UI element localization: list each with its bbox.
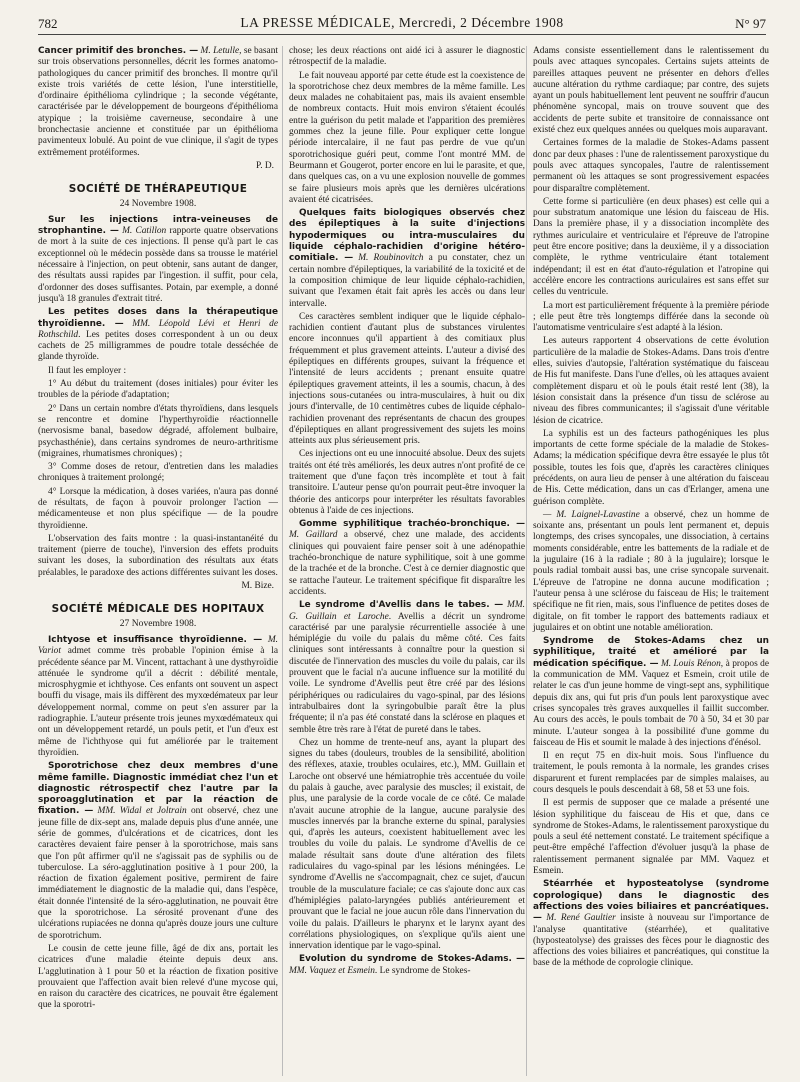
paragraph: Certaines formes de la maladie de Stokes-Adams passent donc par deux phases : l'une de ralentissement paroxystique du pouls avec attaques syncopales, l'autre de ralentissement permanent où les attaques se sont progressivement espacées pour disparaître complètement. (533, 138, 769, 194)
paragraph: Adams consiste essentiellement dans le ralentissement du pouls avec attaques syncopales. Certains sujets atteints de pareilles attaques peuvent ne présenter en dehors d'elles aucune altération du rythme cardiaque; par contre, des sujets ayant un pouls habituellement lent peuvent ne souffrir d'aucun phénomène syncopal, mais on trouve souvent que des accidents de perte subite et transitoire de connaissance ont existé chez eux quelques années ou quelques mois auparavant. (533, 46, 769, 136)
article-stokes-adams: Evolution du syndrome de Stokes-Adams. — MM. Vaquez et Esmein. Le syndrome de Stokes- (289, 954, 525, 976)
paragraph: Il en reçut 75 en dix-huit mois. Sous l'influence du traitement, le pouls remonta à la normale, les grandes crises disparurent et furent remplacées par de simples malaises, au cours desquels le pouls descendait à 68, 58 et 53 une fois. (533, 751, 769, 795)
paragraph: Le fait nouveau apporté par cette étude est la coexistence de la sporotrichose chez deux membres de la même famille. Les deux malades ne cohabitaient pas, mais ils avaient ensemble de nombreux contacts. Huit mois environ s'étaient écoulés entre la guérison du petit malade et l'apparition des premières gommes chez la jeune fille. Pour expliquer cette longue période intercalaire, il ne faut pas perdre de vue qu'un sporotrichosique guéri peut, comme l'ont montré MM. de Beurmann et Gougerot, porter encore en lui le parasite, et que, dans quelques cas, on a vu une explosion nouvelle de gommes se faire plusieurs mois après que les dernières ulcérations avaient été cicatrisées. (289, 70, 525, 205)
section-heading-therapeutique: SOCIÉTÉ DE THÉRAPEUTIQUE (68, 183, 248, 196)
paragraph: 4° Lorsque la médication, à doses variées, n'aura pas donné de résultats, de façon à pouvoir prolonger l'action — médicamenteuse et non plus spécifique — de la poudre thyroïdienne. (38, 486, 278, 531)
paragraph: La mort est particulièrement fréquente à la première période ; elle peut être très longtemps différée dans la seconde où l'automatisme ventriculaire s'est adapté à la lésion. (533, 300, 769, 334)
paragraph: Cette forme si particulière (en deux phases) est celle qui a pour substratum anatomique une lésion du faisceau de His. Dans la première phase, il y a dissociation incomplète des rythmes auriculaire et ventriculaire et l'épreuve de l'atropine peut être encore positive; dans la deuxième, il y a dissociation complète, le rythme ventriculaire étant totalement indépendant; il est en état d'auto-régulation et l'atropine qui accélère encore les contractions auriculaires est sans effet sur celles du ventricule. (533, 196, 769, 298)
article-stearrhee: Stéarrhée et hyposteatolyse (syndrome coprologique) dans le diagnostic des affections des voies biliaires et pancréatiques. — M. René Gaultier insiste à nouveau sur l'importance de l'analyse quantitative (stéarrhée), et qualitative (hyposteatolyse) des graisses des fèces pour le diagnostic des affections des voies biliaires et pancréatiques, qui constitue la base de la méthode de coprologie clinique. (533, 879, 769, 969)
section-date: 24 Novembre 1908. (119, 197, 197, 209)
article-cancer-bronches: Cancer primitif des bronches. — M. Letulle, se basant sur trois observations personnelles, décrit les formes anatomo-pathologiques du cancer primitif des bronches. Il montre qu'il existe trois variétés de cette lésion, l'une interstitielle, d'ordinaire épithélioma cylindrique ; la seconde végétante, caractérisée par le développement de bourgeons d'épithélioma atypique ; la troisième caverneuse, secondaire à une bronchectasie ancienne et constituée par un épithélioma pavimenteux lobulé. Au point de vue clinique, il s'agit de types extrêmement protéiformes. (38, 46, 278, 158)
paragraph: Il est permis de supposer que ce malade a présenté une lésion syphilitique du faisceau de His et que, dans ce syndrome de Stokes-Adams, le ralentissement paroxystique du pouls a seul été nettement constaté. Le traitement spécifique a peut-être empêché l'affection d'évoluer jusqu'à la phase de ralentissement permanent signalée par MM. Vaquez et Esmein. (533, 798, 769, 877)
journal-title: LA PRESSE MÉDICALE, Mercredi, 2 Décembre 1908 (240, 15, 564, 30)
column-1 (38, 46, 278, 1076)
paragraph: L'observation des faits montre : la quasi-instantanéité du traitement (pierre de touche), l'inversion des effets produits suivant les doses, la subordination des résultats aux états préalables, le paradoxe des actions différentes suivant les doses. (38, 533, 278, 578)
paragraph: chose; les deux réactions ont aidé ici à assurer le diagnostic rétrospectif de la maladie. (289, 46, 525, 68)
paragraph: La syphilis est un des facteurs pathogéniques les plus importants de cette forme spéciale de la maladie de Stokes-Adams; la médication spécifique devra être essayée le plus tôt possible, toutes les fois que, d'après les caractères cliniques précédents, on aura lieu de penser à une altération du faisceau de His. Cette médication, dans un cas d'Erlanger, amena une guérison complète. (533, 428, 769, 507)
article-syndrome-avellis: Le syndrome d'Avellis dans le tabes. — MM. G. Guillain et Laroche. Avellis a décrit un syndrome caractérisé par une paralysie récurrentielle associée à une hémiplégie du voile du palais du même côté. Ces faits cliniques sont intéressants à connaître pour la question si discutée de l'innervation des muscles du voile du palais, car ils prouvent que le facial n'a aucune influence sur la motilité du voile. Le syndrome d'Avellis peut être créé par des lésions périphériques ou radiculaires du vago-spinal, par des lésions intrabulbaires dont la syringobulbie paraît être la plus fréquente; il n'a pas été constaté dans la sclérose en plaques et semble être très rare à l'état de pureté dans le tabes. (289, 600, 525, 735)
issue-number: N° 97 (735, 16, 766, 31)
paragraph: Le cousin de cette jeune fille, âgé de dix ans, portait les cicatrices d'une maladie éteinte depuis deux ans. L'agglutination à 1 pour 50 et la réaction de fixation positive prouvaient que l'affection avait bien relevé d'une mycose qui, en raison du caractère des cicatrices, ne pouvait être également que la sporotri- (38, 943, 278, 1011)
paragraph: Les auteurs rapportent 4 observations de cette évolution particulière de la maladie de Stokes-Adams. Dans trois d'entre elles, suivies d'autopsie, l'altération systématique du faisceau de His fut manifeste. Dans l'une d'elles, où les attaques avaient complètement disparu et où le pouls était resté lent (38), la lésion consistait dans la présence d'un tissu de sclérose au niveau des fibres communicantes; il s'agissait d'une véritable lésion de cicatrice. (533, 336, 769, 426)
signature: P. D. (256, 160, 274, 171)
paragraph: 1° Au début du traitement (doses initiales) pour éviter les troubles de la période d'adaptation; (38, 379, 278, 401)
paragraph: 3° Comme doses de retour, d'entretien dans les maladies chroniques à traitement prolongé; (38, 462, 278, 484)
article-stokes-adams-syphilitique: Syndrome de Stokes-Adams chez un syphilitique, traité et amélioré par la médication spécifique. — M. Louis Rénon, à propos de la communication de MM. Vaquez et Esmein, croit utile de relater le cas d'un jeune homme de vingt-sept ans, syphilitique depuis dix ans, qui fut pris d'un pouls lent paroxystique avec crises syncopales très graves auxquelles il faillit succomber. Au cours des accès, le pouls tombait de 70 à 50, 34 et 30 par minute. L'auteur songea à la possibilité d'une gomme du faisceau de His et soumit le malade à des injections d'énésol. (533, 636, 769, 748)
column-2 (282, 46, 525, 1076)
section-date: 27 Novembre 1908. (119, 617, 197, 629)
article-strophantine: Sur les injections intra-veineuses de strophantine. — M. Catillon rapporte quatre observations de mort à la suite de ces injections. Il pense qu'à part le cas exceptionnel où le médecin possède dans sa trousse le matériel nécessaire à l'injection, on peut obtenir, sans autant de danger, des résultats aussi rapides par l'ingestion. il suffit, pour cela, d'ordonner des doses suffisantes. Potain, par exemple, a donné jusqu'à 18 granules d'extrait titré. (38, 214, 278, 304)
paragraph: Ces caractères semblent indiquer que le liquide céphalo-rachidien contient d'autant plus de substances virulentes encore inconnues qu'il appartient à des comitiaux plus fréquemment et plus gravement atteints. L'auteur a divisé des épileptiques en différents groupes, suivant la fréquence et l'intensité de leurs accidents ; prenant ensuite quatre épileptiques gravement atteints, il les a soumis, chacun, à des injections sous-cutanées ou intra-musculaires, à huit ou dix jours d'intervalle, de 10 centimètres cubes de liquide céphalo-rachidien provenant des représentants de chacun des groupes d'épileptiques en allant progressivement des sujets les moins atteints aux plus sérieusement pris. (289, 311, 525, 447)
section-heading-hopitaux: SOCIÉTÉ MÉDICALE DES HOPITAUX (51, 603, 265, 616)
page-header (38, 12, 766, 35)
article-gomme-syphilitique: Gomme syphilitique trachéo-bronchique. — M. Gaillard a observé, chez une malade, des accidents cliniques qui pouvaient faire penser soit à une adénopathie trachéo-bronchique de nature syphilitique, soit à une gomme de la trachée et de la bronche. C'est à ce dernier diagnostic que se rattache l'auteur. Le traitement spécifique fit disparaître les accidents. (289, 519, 525, 597)
paragraph: Ces injections ont eu une innocuité absolue. Deux des sujets traités ont été très améliorés, les deux autres n'ont profité de ce traitement que d'une façon très incomplète et tout à fait transitoire. L'auteur pense qu'on pourrait peut-être invoquer la théorie des anticorps pour interpréter les résultats favorables obtenus à l'aide de ces injections. (289, 449, 525, 516)
paragraph: 2° Dans un certain nombre d'états thyroïdiens, dans lesquels se rencontre et domine l'hyperthyroïdie réactionnelle (nervosisme banal, basedow dégradé, affolement bulbaire, psychasthénie), dans certains syndromes de neuro-arthritisme (migraines, rhumatismes chroniques) ; (38, 403, 278, 459)
article-petites-doses: Les petites doses dans la thérapeutique thyroïdienne. — MM. Léopold Lévi et Henri de Rothschild. Les petites doses correspondent à un ou deux cachets de 25 milligrammes de poudre totale desséchée de glande thyroïde. (38, 307, 278, 363)
page-number: 782 (38, 16, 58, 31)
article-sporotrichose: Sporotrichose chez deux membres d'une même famille. Diagnostic immédiat chez l'un et diagnostic rétrospectif chez l'autre par la sporoagglutination et par la réaction de fixation. — MM. Widal et Joltrain ont observé, chez une jeune fille de dix-sept ans, malade depuis plus d'une année, une série de gommes, d'ulcérations et de cicatrices, dont les caractères devaient faire penser à la sporotrichose, mais sans que l'on pût affirmer qu'il ne s'agissait pas de syphilis ou de tuberculose. La séro-agglutination positive à 1 pour 200, la réaction de fixation également positive, permirent de faire immédiatement le diagnostic de la maladie qui, dans l'espèce, était donnée l'intensité de la séro-agglutination, ne pouvait être que la sporotrichose. La sérosité provenant d'une des ulcérations rupiacées ne donna qu'après douze jours une culture de sporotrichum. (38, 761, 278, 941)
article-ichtyose: Ichtyose et insuffisance thyroïdienne. — M. Variot admet comme très probable l'opinion émise à la précédente séance par M. Vincent, rattachant à une dysthyroïdie atténuée le syndrome qu'il a décrit : débilité mentale, microsphygmie et ichthyose. Ces enfants ont souvent un aspect bouffi du visage, mais ils diffèrent des myxœdémateux par leur développement normal, comme on peut s'en assurer par la radiographie. L'auteur présente trois jeunes myxœdémateux qui ont un développement retardé, un pouls petit, et l'un d'eux est même de l'ichthyose qui fut améliorée par le traitement thyroïdien. (38, 634, 278, 758)
signature: M. Bize. (241, 581, 274, 592)
paragraph: Chez un homme de trente-neuf ans, ayant la plupart des signes du tabes (douleurs, troubles de la sensibilité, abolition des réflexes, ataxie, troubles oculaires, etc.), MM. Guillain et Laroche ont observé une hémiatrophie très accentuée du voile du palais à gauche, avec paralysie des muscles; il existait, de plus, une paralysie de la corde vocale de ce côté. Ce malade n'avait aucune atrophie de la langue, aucune paralysie des muscles innervés par la branche externe du spinal, paralysies qui, d'après les auteurs, coexistent habituellement avec les troubles du voile du palais. Le syndrome d'Avellis de ce malade résultait sans doute d'une altération des filets radiculaires du vago-spinal par les lésions méningées. Le syndrome d'Avellis ne s'accompagnait, chez ce sujet, d'aucun trouble de la musculature faciale; ce cas s'ajoute donc aux cas d'hémiplégies palato-laryngées publiés antérieurement et prouvant que le facial ne joue aucun rôle dans l'innervation du voile du palais. D'ailleurs le pharynx et le larynx ayant des corrélations physiologiques, on s'explique qu'ils aient une innervation identique par le vago-spinal. (289, 737, 525, 952)
paragraph: Il faut les employer : (48, 365, 127, 376)
article-epileptiques: Quelques faits biologiques observés chez des épileptiques à la suite d'injections hypodermiques ou intra-musculaires du liquide céphalo-rachidien d'origine hétéro-comitiale. — M. Roubinovitch a pu constater, chez un certain nombre d'épileptiques, la variabilité de la toxicité et de la composition chimique de leur liquide céphalo-rachidien, suivant que l'examen était fait après les accès ou dans leur intervalle. (289, 208, 525, 309)
column-3 (526, 46, 769, 1076)
article-laignel-lavastine: — M. Laignel-Lavastine a observé, chez un homme de soixante ans, présentant un pouls lent permanent et, depuis longtemps, des crises syncopales, une dissociation, à certains moments considérable, entre les battements de la radiale et de la jugulaire (16 à la radiale ; 80 à la jugulaire); lorsque le pouls radial tombait aussi bas, une crise syncopale survenait. L'épreuve de l'atropine ne donna aucune modification ; l'auteur pensa à une sclérose du faisceau de His; le traitement spécifique ne fit rien, mais, sous l'influence de petites doses de digitale, on fit tomber le rapport des battements radiaux et jugulaires et on obtint une notable amélioration. (533, 509, 769, 633)
